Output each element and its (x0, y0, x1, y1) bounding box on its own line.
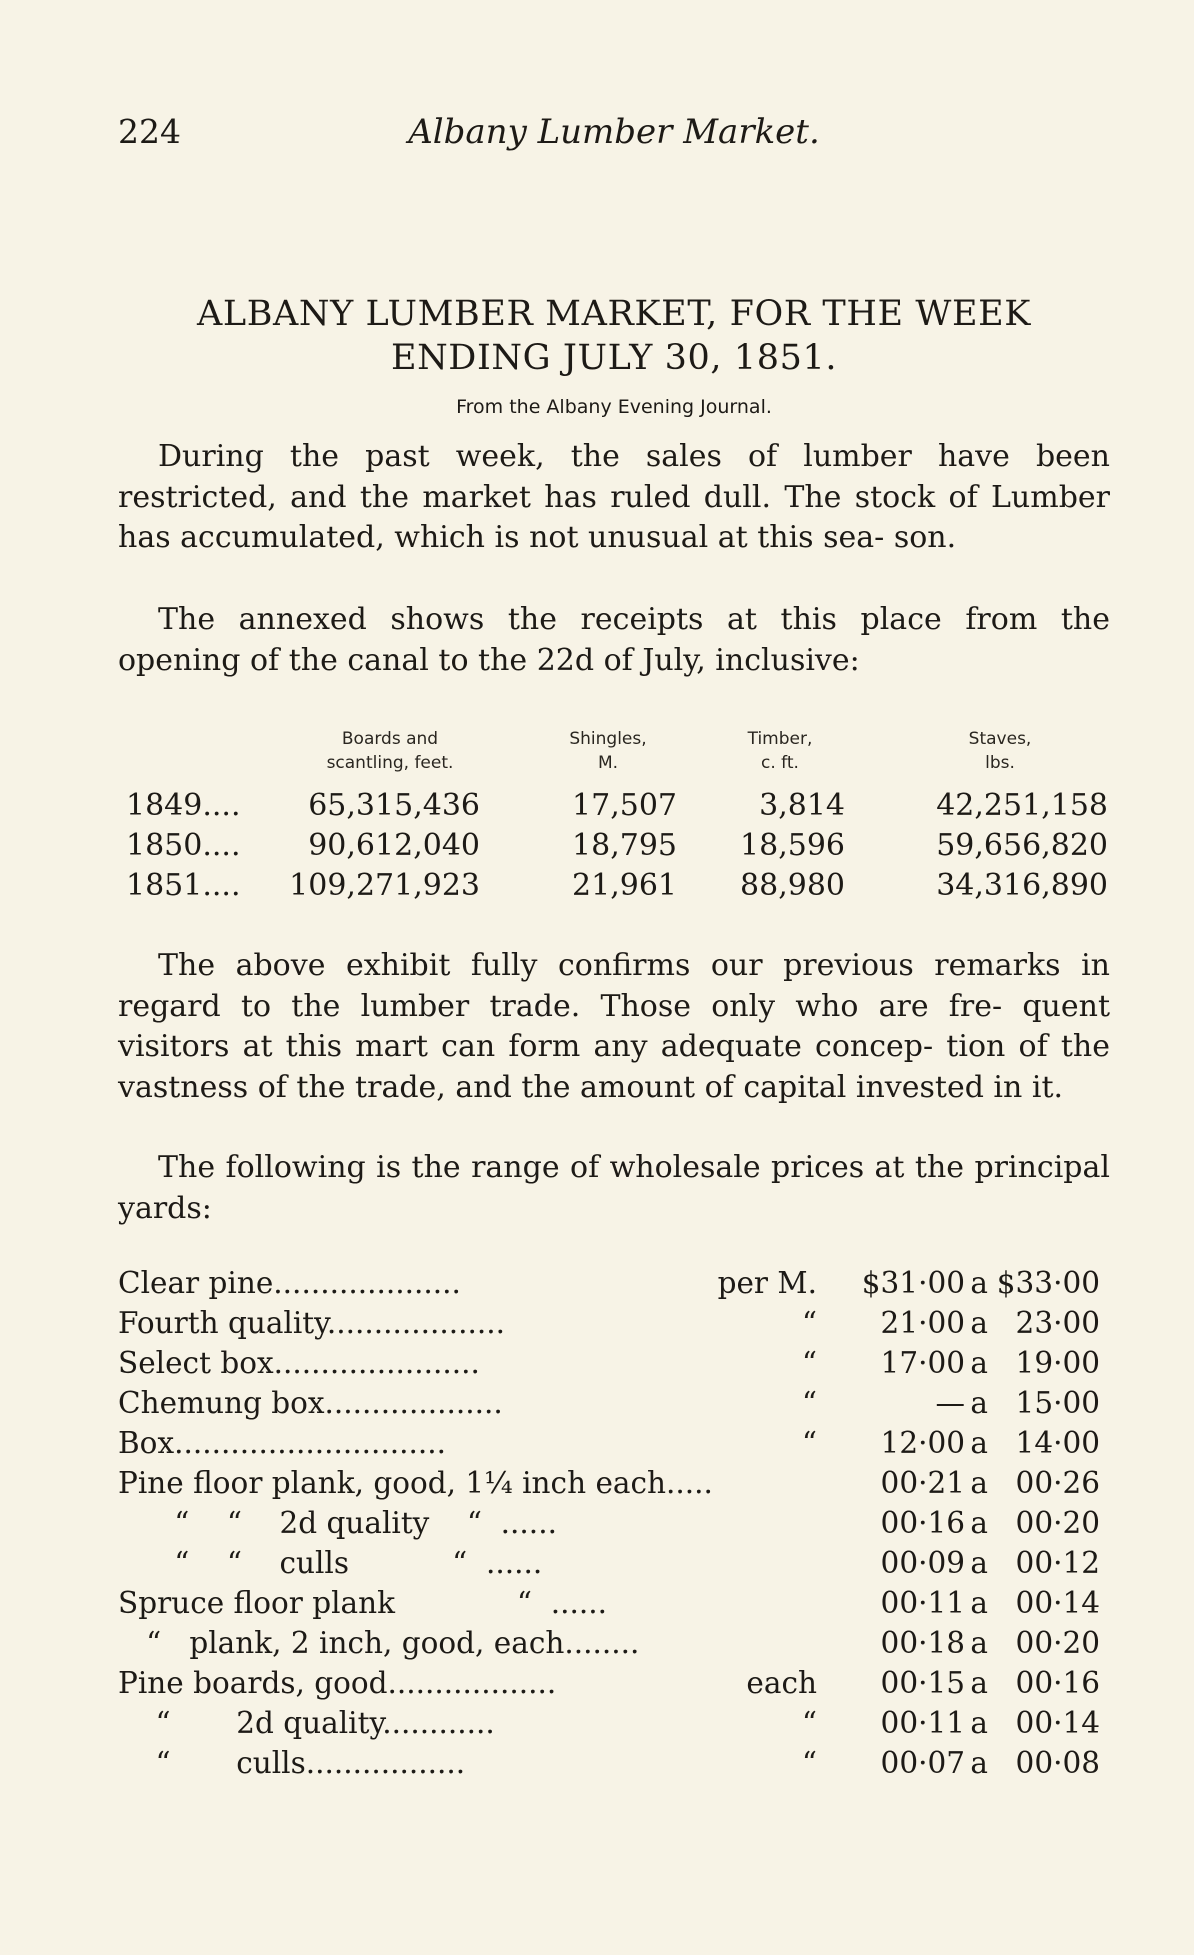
source-note: From the Albany Evening Journal. (456, 396, 772, 418)
table-row: 1851.... 109,271,923 21,961 88,980 34,316,890 (126, 868, 1108, 903)
list-item: Fourth quality................... “ 21·00 a 23·00 (118, 1306, 1100, 1340)
list-item: “ “ culls “ ...... 00·09 a 00·12 (118, 1546, 1100, 1580)
list-item: Spruce floor plank “ ...... 00·11 a 00·14 (118, 1586, 1100, 1620)
col-head-timber: Timber, c. ft. (747, 729, 813, 773)
title-line-1: ALBANY LUMBER MARKET, FOR THE WEEK (196, 294, 1031, 334)
list-item: Clear pine.................... per M. $31·00 a $33·00 (118, 1266, 1100, 1300)
col-head-shingles: Shingles, M. (569, 729, 647, 773)
list-item: Chemung box................... “ — a 15·00 (118, 1386, 1100, 1420)
list-item: “ plank, 2 inch, good, each........ 00·18 a 00·20 (118, 1626, 1100, 1660)
running-title: Albany Lumber Market. (408, 112, 820, 152)
article-title (118, 292, 1110, 380)
table-row: 1849.... 65,315,436 17,507 3,814 42,251,158 (126, 788, 1108, 823)
paragraph-3: The above exhibit fully confirms our previous remarks in regard to the lumber trade. Those only who are fre- quent visitors at this mart can form any adequate concep- tion of the vastness of the trade, and the amount of capital invested in it. (118, 948, 1110, 1105)
col-head-staves: Staves, lbs. (968, 729, 1032, 773)
list-item: Pine boards, good.................. each 00·15 a 00·16 (118, 1666, 1100, 1700)
list-item: Select box...................... “ 17·00 a 19·00 (118, 1346, 1100, 1380)
list-item: Pine floor plank, good, 1¼ inch each..... 00·21 a 00·26 (118, 1466, 1100, 1500)
list-item: “ “ 2d quality “ ...... 00·16 a 00·20 (118, 1506, 1100, 1540)
title-line-2: ENDING JULY 30, 1851. (390, 338, 838, 378)
list-item: “ 2d quality............ “ 00·11 a 00·14 (118, 1706, 1100, 1740)
paragraph-2: The annexed shows the receipts at this place from the opening of the canal to the 22d of July, inclusive: (118, 602, 1110, 678)
running-head (118, 112, 1110, 160)
paragraph-1: During the past week, the sales of lumber have been restricted, and the market has ruled dull. The stock of Lumber has accumulated, which is not unusual at this sea- son. (118, 439, 1110, 555)
page-number: 224 (118, 112, 181, 151)
col-head-boards: Boards and scantling, feet. (326, 729, 454, 773)
paragraph-4: The following is the range of wholesale prices at the principal yards: (118, 1150, 1110, 1226)
list-item: Box............................. “ 12·00 a 14·00 (118, 1426, 1100, 1460)
table-row: 1850.... 90,612,040 18,795 18,596 59,656,820 (126, 828, 1108, 863)
list-item: “ culls................. “ 00·07 a 00·08 (118, 1746, 1100, 1780)
